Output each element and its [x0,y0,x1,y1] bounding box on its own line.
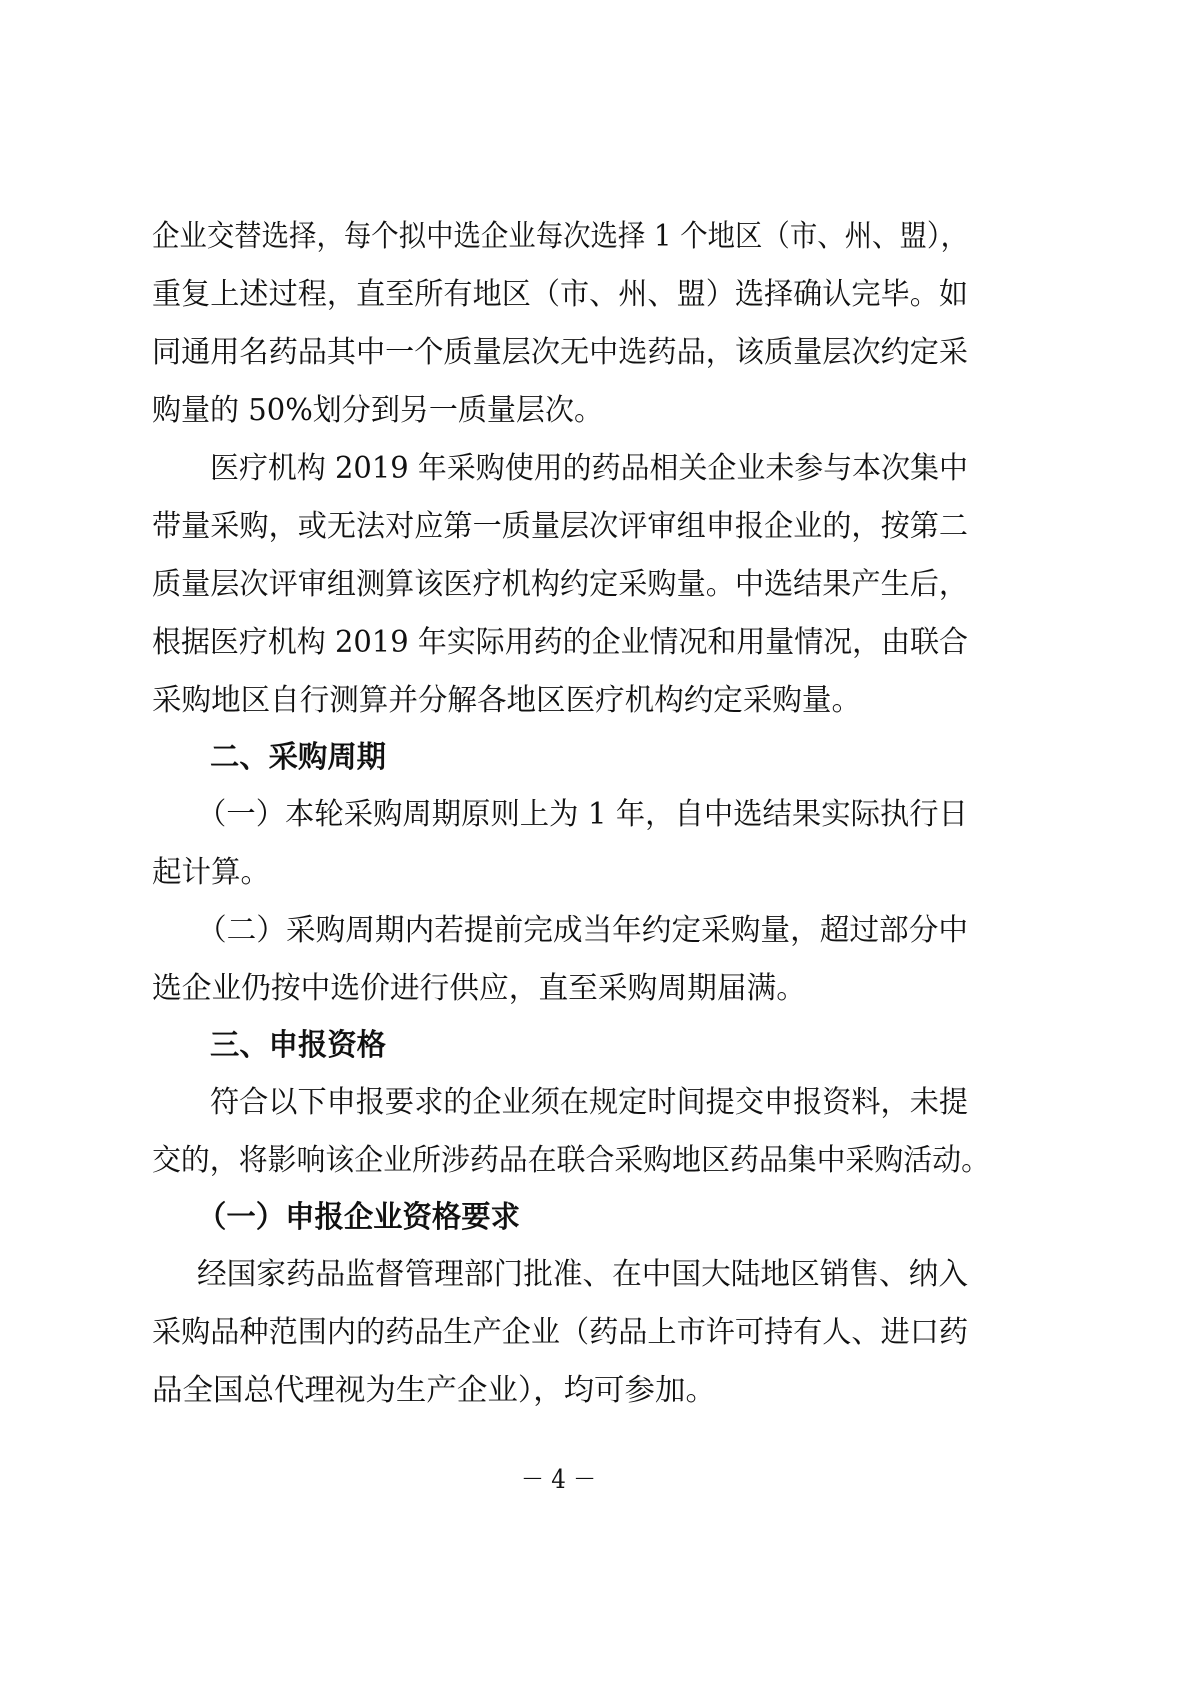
paragraph-line: 选企业仍按中选价进行供应，直至采购周期届满。 [152,971,806,1006]
subsection-heading: （一）申报企业资格要求 [197,1200,520,1235]
paragraph-line: 企业交替选择，每个拟中选企业每次选择 1 个地区（市、州、盟）， [152,219,968,254]
paragraph-line: （一）本轮采购周期原则上为 1 年，自中选结果实际执行日 [197,797,968,832]
paragraph-line: 购量的 50%划分到另一质量层次。 [152,393,603,428]
paragraph-line: 起计算。 [152,855,270,890]
paragraph-line: 重复上述过程，直至所有地区（市、州、盟）选择确认完毕。如 [152,277,968,312]
paragraph-line: 采购品种范围内的药品生产企业（药品上市许可持有人、进口药 [152,1315,968,1350]
paragraph-line: 符合以下申报要求的企业须在规定时间提交申报资料，未提 [210,1085,968,1120]
paragraph-line: 质量层次评审组测算该医疗机构约定采购量。中选结果产生后， [152,567,968,602]
paragraph-line: （二）采购周期内若提前完成当年约定采购量，超过部分中 [197,913,968,948]
paragraph-line: 根据医疗机构 2019 年实际用药的企业情况和用量情况，由联合 [152,625,968,660]
paragraph-line: 经国家药品监督管理部门批准、在中国大陆地区销售、纳入 [197,1257,968,1292]
paragraph-line: 医疗机构 2019 年采购使用的药品相关企业未参与本次集中 [210,451,968,486]
paragraph-line: 采购地区自行测算并分解各地区医疗机构约定采购量。 [152,683,861,718]
paragraph-line: 交的，将影响该企业所涉药品在联合采购地区药品集中采购活动。 [152,1143,990,1178]
paragraph-line: 同通用名药品其中一个质量层次无中选药品，该质量层次约定采 [152,335,968,370]
section-heading: 二、采购周期 [210,740,386,775]
paragraph-line: 带量采购，或无法对应第一质量层次评审组申报企业的，按第二 [152,509,968,544]
section-heading: 三、申报资格 [210,1028,386,1063]
paragraph-line: 品全国总代理视为生产企业），均可参加。 [152,1373,716,1408]
page-number: － 4 － [521,1465,596,1495]
